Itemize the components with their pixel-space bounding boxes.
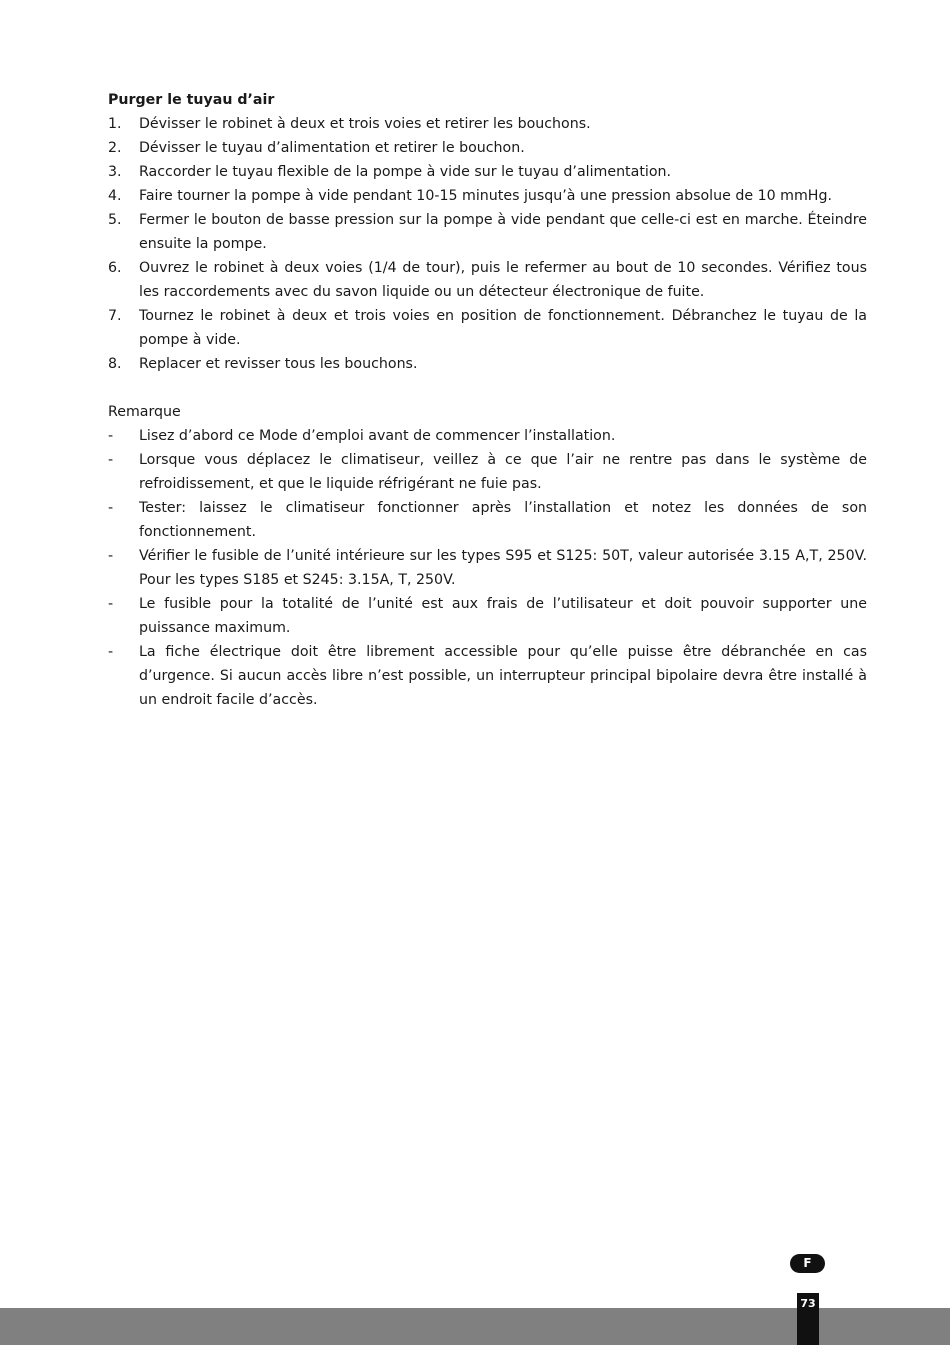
bullet-dash: - <box>108 428 114 444</box>
list-item <box>108 304 867 352</box>
remark-text: La fiche électrique doit être librement accessible pour qu’elle puisse être débranchée en cas d’urgence. Si aucun accès libre n’est possible, un interrupteur principal bipolaire devra être installé à un endroit facile d’accès. <box>139 644 867 708</box>
step-text: Replacer et revisser tous les bouchons. <box>139 356 418 372</box>
step-number: 6. <box>108 260 122 276</box>
section-title: Purger le tuyau d’air <box>108 92 275 108</box>
step-number: 7. <box>108 308 122 324</box>
remark-text: Lorsque vous déplacez le climatiseur, veillez à ce que l’air ne rentre pas dans le système de refroidissement, et que le liquide réfrigérant ne fuie pas. <box>139 452 867 492</box>
step-number: 8. <box>108 356 122 372</box>
step-text: Dévisser le robinet à deux et trois voies et retirer les bouchons. <box>139 116 591 132</box>
bullet-dash: - <box>108 452 114 468</box>
step-text: Raccorder le tuyau flexible de la pompe à vide sur le tuyau d’alimentation. <box>139 164 672 180</box>
step-text: Fermer le bouton de basse pression sur la pompe à vide pendant que celle-ci est en marche. Éteindre ensuite la pompe. <box>139 212 867 252</box>
section-spacer <box>108 376 867 400</box>
step-text: Tournez le robinet à deux et trois voies en position de fonctionnement. Débranchez le tuyau de la pompe à vide. <box>139 308 867 348</box>
bullet-dash: - <box>108 548 114 564</box>
remark-text: Tester: laissez le climatiseur fonctionner après l’installation et notez les données de son fonctionnement. <box>139 500 867 540</box>
remarks-list <box>108 424 867 712</box>
step-number: 2. <box>108 140 122 156</box>
page-number: 73 <box>797 1293 819 1345</box>
remark-text: Vérifier le fusible de l’unité intérieure sur les types S95 et S125: 50T, valeur autorisée 3.15 A,T, 250V. Pour les types S185 et S245: 3.15A, T, 250V. <box>139 548 867 588</box>
list-item <box>108 496 867 544</box>
step-number: 5. <box>108 212 122 228</box>
step-text: Ouvrez le robinet à deux voies (1/4 de tour), puis le refermer au bout de 10 secondes. Vérifiez tous les raccordements avec du savon liquide ou un détecteur électronique de fuite. <box>139 260 867 300</box>
list-item <box>108 352 867 376</box>
list-item <box>108 256 867 304</box>
remark-text: Lisez d’abord ce Mode d’emploi avant de commencer l’installation. <box>139 428 616 444</box>
list-item <box>108 184 867 208</box>
language-badge: F <box>790 1254 825 1273</box>
document-body <box>108 88 867 712</box>
step-number: 3. <box>108 164 122 180</box>
remark-text: Le fusible pour la totalité de l’unité est aux frais de l’utilisateur et doit pouvoir supporter une puissance maximum. <box>139 596 867 636</box>
list-item <box>108 112 867 136</box>
list-item <box>108 208 867 256</box>
list-item <box>108 424 867 448</box>
remarks-title: Remarque <box>108 404 181 420</box>
bullet-dash: - <box>108 596 114 612</box>
bullet-dash: - <box>108 500 114 516</box>
list-item <box>108 136 867 160</box>
list-item <box>108 544 867 592</box>
bullet-dash: - <box>108 644 114 660</box>
step-number: 1. <box>108 116 122 132</box>
list-item <box>108 448 867 496</box>
step-text: Faire tourner la pompe à vide pendant 10-15 minutes jusqu’à une pression absolue de 10 mmHg. <box>139 188 832 204</box>
step-number: 4. <box>108 188 122 204</box>
list-item <box>108 640 867 712</box>
steps-list <box>108 112 867 376</box>
step-text: Dévisser le tuyau d’alimentation et retirer le bouchon. <box>139 140 525 156</box>
list-item <box>108 160 867 184</box>
list-item <box>108 592 867 640</box>
